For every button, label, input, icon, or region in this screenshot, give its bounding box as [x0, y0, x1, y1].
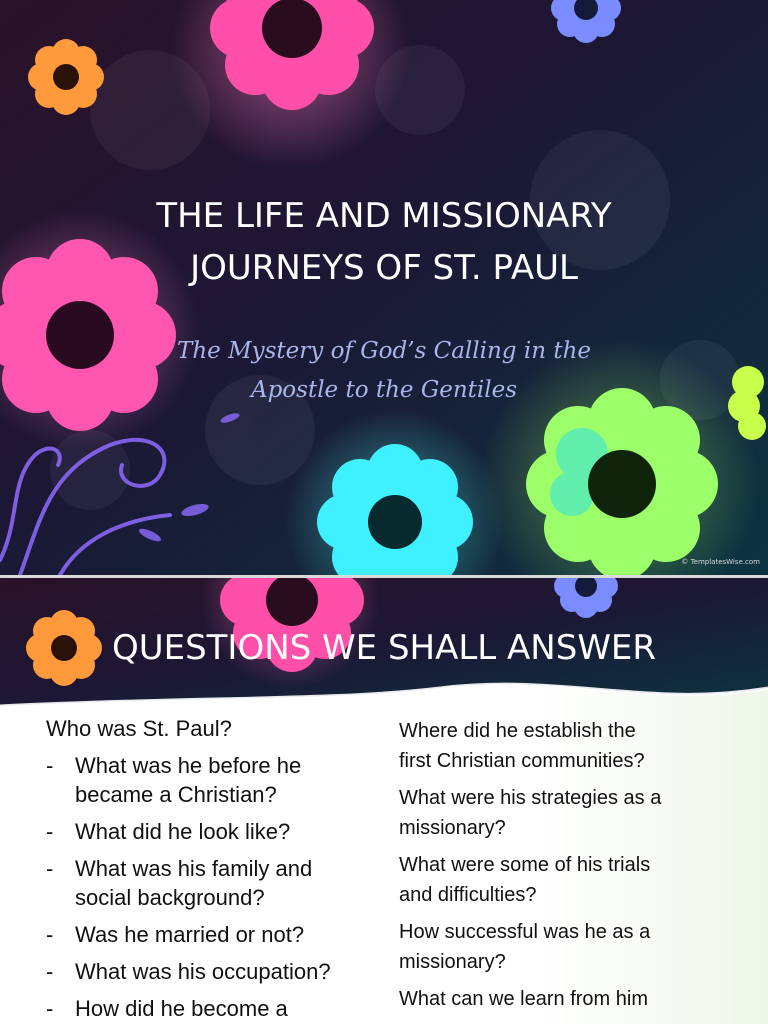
question-line: What were his strategies as a: [399, 787, 662, 809]
bullet-dash: -: [46, 819, 54, 844]
slide-title: [60, 190, 708, 294]
question-item: [399, 783, 739, 843]
list-item: [46, 920, 376, 949]
bullet-dash: -: [46, 753, 54, 778]
question-line: What can we learn from him: [399, 988, 648, 1010]
question-item: [399, 917, 739, 977]
list-item: [46, 817, 376, 846]
title-line-1: THE LIFE AND MISSIONARY: [156, 196, 612, 236]
list-item: [46, 994, 376, 1023]
subtitle-line-1: The Mystery of God’s Calling in the: [177, 338, 591, 364]
list-item: [46, 751, 376, 809]
list-item-line: How did he become a: [75, 996, 288, 1021]
flower-orange-top-left: [28, 39, 104, 115]
question-line: missionary?: [399, 817, 506, 839]
question-item: [399, 716, 739, 776]
question-line: How successful was he as a: [399, 921, 651, 943]
slide-subtitle: [90, 332, 678, 410]
question-line: What were some of his trials: [399, 854, 651, 876]
list-item-line: What was his occupation?: [75, 959, 331, 984]
bullet-dash: -: [46, 996, 54, 1021]
list-item-line: Was he married or not?: [75, 922, 305, 947]
bullet-dash: -: [46, 856, 54, 881]
question-line: first Christian communities?: [399, 750, 645, 772]
list-item-line: social background?: [75, 885, 265, 910]
bullet-dash: -: [46, 922, 54, 947]
question-line: missionary?: [399, 951, 506, 973]
question-item: [399, 984, 739, 1014]
list-item: [46, 854, 376, 912]
left-heading: Who was St. Paul?: [46, 716, 232, 741]
slide-title-questions: QUESTIONS WE SHALL ANSWER: [111, 628, 657, 668]
list-item: [46, 957, 376, 986]
subtitle-line-2: Apostle to the Gentiles: [250, 377, 518, 403]
list-item-line: became a Christian?: [75, 782, 277, 807]
question-line: and difficulties?: [399, 884, 537, 906]
bullet-dash: -: [46, 959, 54, 984]
list-item-line: What did he look like?: [75, 819, 291, 844]
right-column: [399, 716, 739, 1021]
title-line-2: JOURNEYS OF ST. PAUL: [190, 248, 578, 288]
question-line: Where did he establish the: [399, 720, 636, 742]
list-item-line: What was he before he: [75, 753, 302, 778]
flower-green-right: [526, 388, 718, 575]
left-column: [46, 714, 376, 1024]
questions-slide: [0, 578, 768, 1024]
template-credit: © TemplatesWise.com: [681, 558, 760, 566]
list-item-line: What was his family and: [75, 856, 313, 881]
question-item: [399, 850, 739, 910]
